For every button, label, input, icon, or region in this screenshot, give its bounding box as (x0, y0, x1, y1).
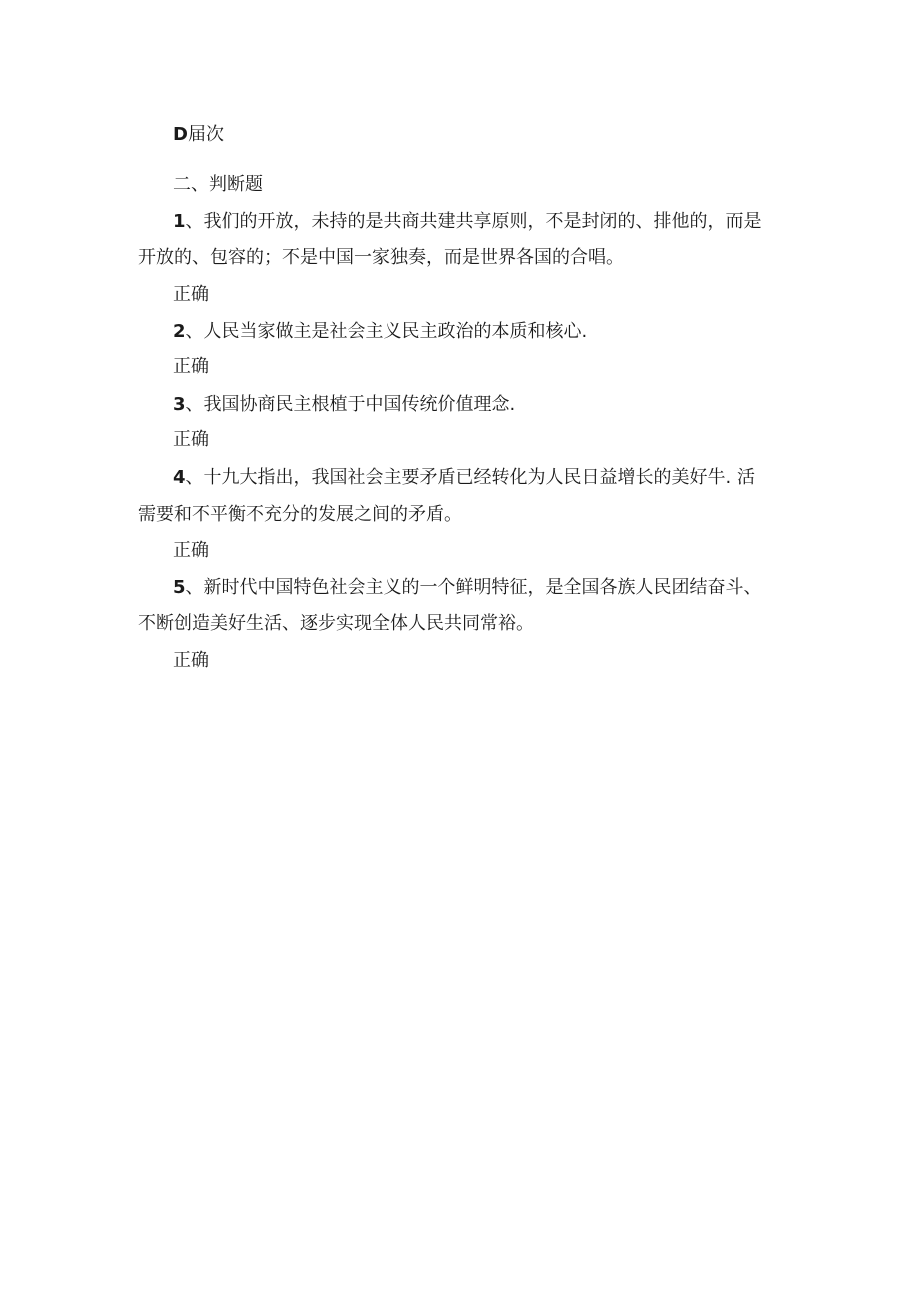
question-1-line2: 开放的、包容的；不是中国一家独奏，而是世界各国的合唱。 (138, 247, 624, 268)
option-letter: D (173, 124, 188, 145)
question-number: 5 (173, 577, 186, 598)
question-3-line1 (173, 396, 823, 414)
question-1-answer: 正确 (173, 284, 209, 305)
question-text: 我们的开放，未持的是共商共建共享原则，不是封闭的、排他的，而是 (203, 211, 762, 232)
question-3-answer: 正确 (173, 429, 209, 450)
question-number: 2 (173, 321, 186, 342)
question-separator: 、 (185, 321, 204, 342)
question-2-answer: 正确 (173, 356, 209, 377)
question-separator: 、 (185, 577, 204, 598)
option-d (173, 126, 823, 144)
question-5-line2: 不断创造美好生活、逐步实现全体人民共同常裕。 (138, 613, 534, 634)
question-2-line1 (173, 323, 823, 341)
question-number: 4 (173, 467, 186, 488)
option-text: 届次 (187, 124, 224, 145)
question-number: 3 (173, 394, 186, 415)
question-text: 新时代中国特色社会主义的一个鲜明特征，是全国各族人民团结奋斗、 (203, 577, 762, 598)
question-text: 人民当家做主是社会主义民主政治的本质和核心. (203, 321, 588, 342)
question-text: 十九大指出，我国社会主要矛盾已经转化为人民日益增长的美好牛. 活 (203, 467, 755, 488)
question-4-answer: 正确 (173, 540, 209, 561)
question-4-line2: 需要和不平衡不充分的发展之间的矛盾。 (138, 504, 462, 525)
question-separator: 、 (185, 394, 204, 415)
question-4-line1 (173, 469, 823, 487)
question-number: 1 (173, 211, 186, 232)
question-separator: 、 (185, 467, 204, 488)
question-1-line1 (173, 213, 823, 231)
question-separator: 、 (185, 211, 204, 232)
section-title: 二、判断题 (173, 174, 263, 195)
question-text: 我国协商民主根植于中国传统价值理念. (203, 394, 516, 415)
question-5-line1 (173, 579, 823, 597)
question-5-answer: 正确 (173, 650, 209, 671)
